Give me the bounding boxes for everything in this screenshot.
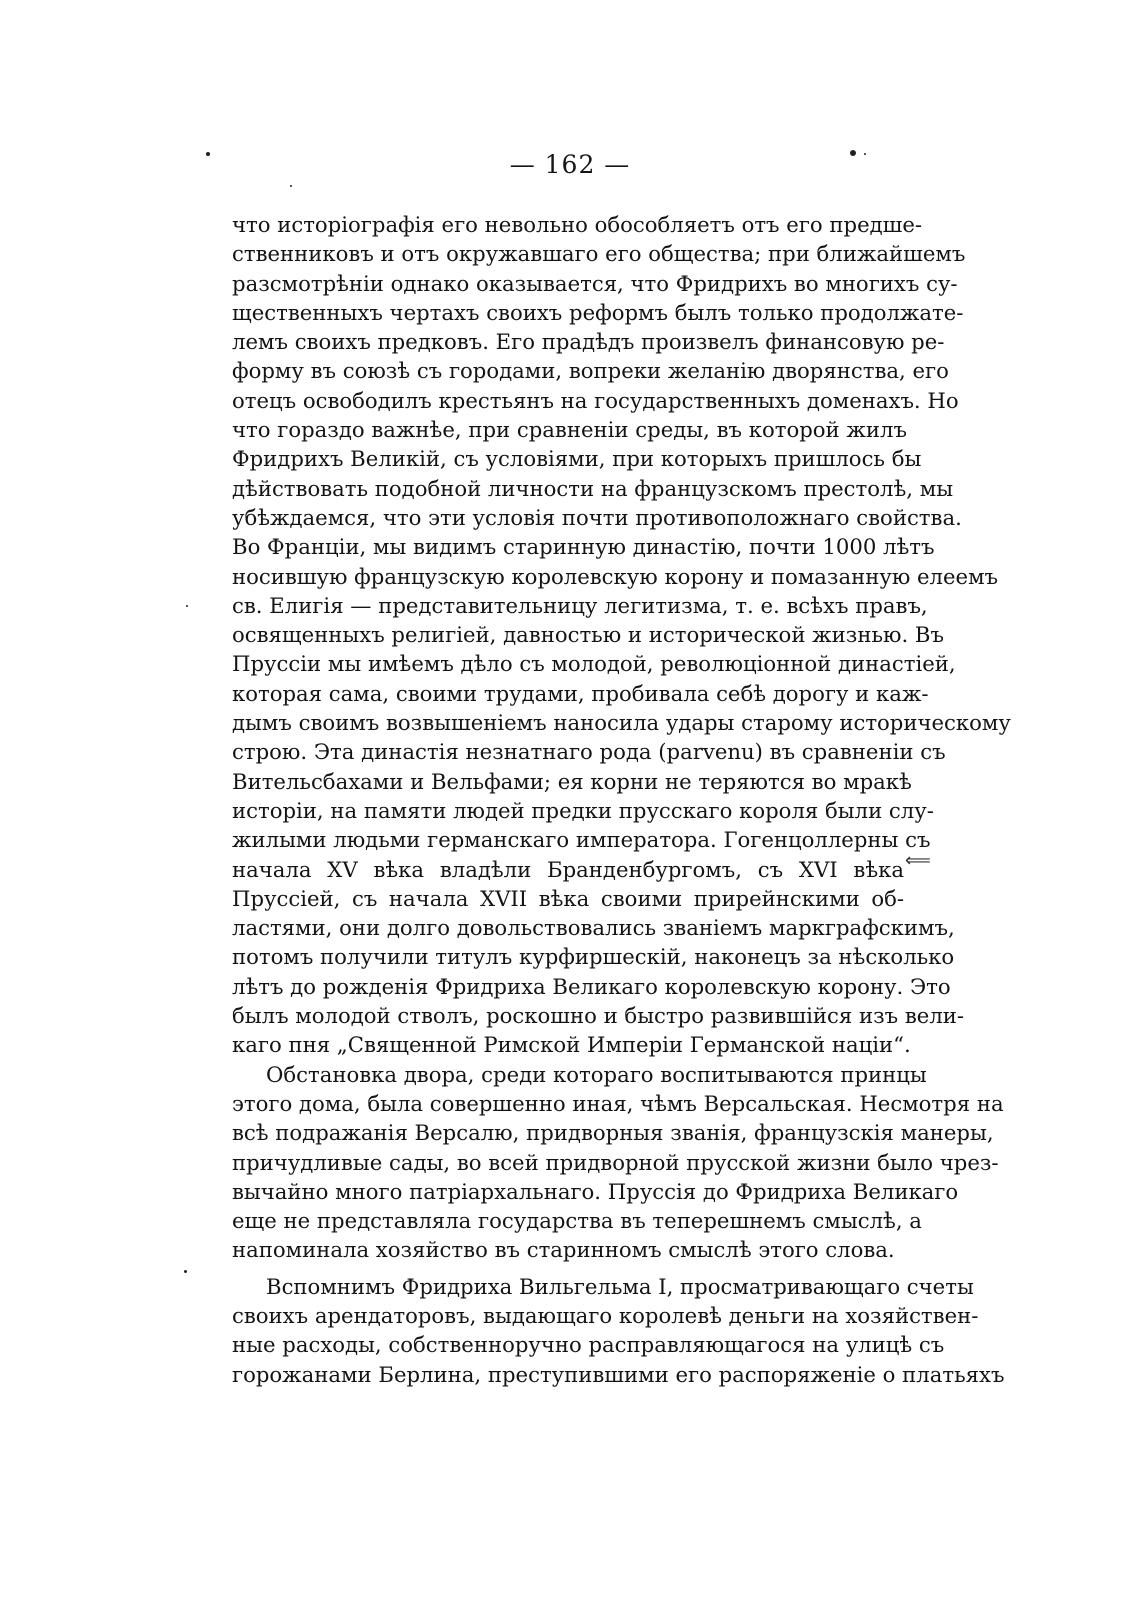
scan-speck (850, 150, 856, 156)
text-line: всѣ подражанія Версалю, придворныя званія, французскія манеры, (232, 1120, 994, 1146)
scan-speck (864, 153, 866, 155)
scan-speck (206, 152, 210, 156)
text-line: этого дома, была совершенно иная, чѣмъ Версальская. Несмотря на (232, 1090, 1004, 1116)
scan-speck (290, 185, 292, 187)
text-line: Фридрихъ Великій, съ условіями, при которыхъ пришлось бы (232, 446, 922, 472)
paragraph-1 (232, 210, 1011, 1060)
text-line: Пруссіей, съ начала XVII вѣка своими прирейнскими об- (232, 885, 904, 911)
text-line: Пруссіи мы имѣемъ дѣло съ молодой, революціонной династіей, (232, 651, 956, 677)
paragraph-gap (232, 1265, 904, 1272)
text-line: отецъ освободилъ крестьянъ на государственныхъ доменахъ. Но (232, 387, 959, 413)
text-line: потомъ получили титулъ курфиршескій, наконецъ за нѣсколько (232, 944, 955, 970)
paragraph-2 (232, 1060, 1004, 1265)
text-line: лемъ своихъ предковъ. Его прадѣдъ произвелъ финансовую ре- (232, 329, 945, 355)
text-line: форму въ союзѣ съ городами, вопреки желанію дворянства, его (232, 358, 949, 384)
text-line: жилыми людьми германскаго императора. Гогенцоллерны съ (232, 827, 931, 853)
text-line: лѣтъ до рожденія Фридриха Великаго королевскую корону. Это (232, 973, 951, 999)
text-line: своихъ арендаторовъ, выдающаго королевѣ деньги на хозяйствен- (232, 1302, 979, 1328)
text-line: горожанами Берлина, преступившими его распоряженіе о платьяхъ (232, 1361, 1005, 1387)
text-line: причудливые сады, во всей придворной прусской жизни было чрез- (232, 1149, 999, 1175)
text-line: что исторіографія его невольно обособляетъ отъ его предше- (232, 212, 923, 237)
text-line: еще не представляла государства въ теперешнемъ смыслѣ, а (232, 1208, 922, 1234)
text-line: ластями, они долго довольствовались званіемъ маркграфскимъ, (232, 915, 955, 941)
text-line: разсмотрѣніи однако оказывается, что Фридрихъ во многихъ су- (232, 270, 958, 296)
text-line: каго пня „Священной Римской Имперіи Германской націи“. (232, 1032, 911, 1058)
text-line: дымъ своимъ возвышеніемъ наносила удары старому историческому (232, 710, 1011, 736)
text-line: дѣйствовать подобной личности на французскомъ престолѣ, мы (232, 475, 954, 501)
text-line: напоминала хозяйство въ старинномъ смыслѣ этого слова. (232, 1237, 895, 1263)
text-line: что гораздо важнѣе, при сравненіи среды, въ которой жилъ (232, 417, 907, 443)
text-line: Во Франціи, мы видимъ старинную династію, почти 1000 лѣтъ (232, 534, 935, 560)
text-line: Обстановка двора, среди котораго воспитываются принцы (266, 1061, 927, 1087)
text-line: которая сама, своими трудами, пробивала себѣ дорогу и каж- (232, 680, 929, 706)
text-line: исторіи, на памяти людей предки прусскаго короля были слу- (232, 797, 934, 823)
scan-speck (184, 1270, 187, 1273)
body-text (232, 210, 1011, 1389)
text-line: ные расходы, собственноручно расправляющагося на улицѣ съ (232, 1332, 945, 1358)
text-line: строю. Эта династія незнатнаго рода (parvenu) въ сравненіи съ (232, 739, 946, 765)
text-line: носившую французскую королевскую корону и помазанную елеемъ (232, 563, 999, 589)
text-line: Вительсбахами и Вельфами; ея корни не теряются во мракѣ (232, 768, 912, 794)
paragraph-3 (232, 1272, 1005, 1389)
text-line: щественныхъ чертахъ своихъ реформъ былъ только продолжате- (232, 299, 964, 325)
text-line: вычайно много патріархальнаго. Пруссія до Фридриха Великаго (232, 1178, 959, 1204)
page-number: — 162 — (509, 150, 631, 179)
margin-arrow-mark: ⟸ (905, 850, 931, 871)
text-line: освященныхъ религіей, давностью и исторической жизнью. Въ (232, 622, 944, 648)
text-line: былъ молодой стволъ, роскошно и быстро развившійся изъ вели- (232, 1003, 965, 1029)
scan-speck (186, 605, 188, 607)
text-line: ственниковъ и отъ окружавшаго его общества; при ближайшемъ (232, 241, 966, 267)
text-line: св. Елигія — представительницу легитизма, т. е. всѣхъ правъ, (232, 592, 928, 618)
text-line: Вспомнимъ Фридриха Вильгельма I, просматривающаго счеты (266, 1273, 974, 1299)
text-line: убѣждаемся, что эти условія почти противоположнаго свойства. (232, 504, 962, 530)
text-line: начала XV вѣка владѣли Бранденбургомъ, съ XVI вѣка (232, 856, 904, 882)
